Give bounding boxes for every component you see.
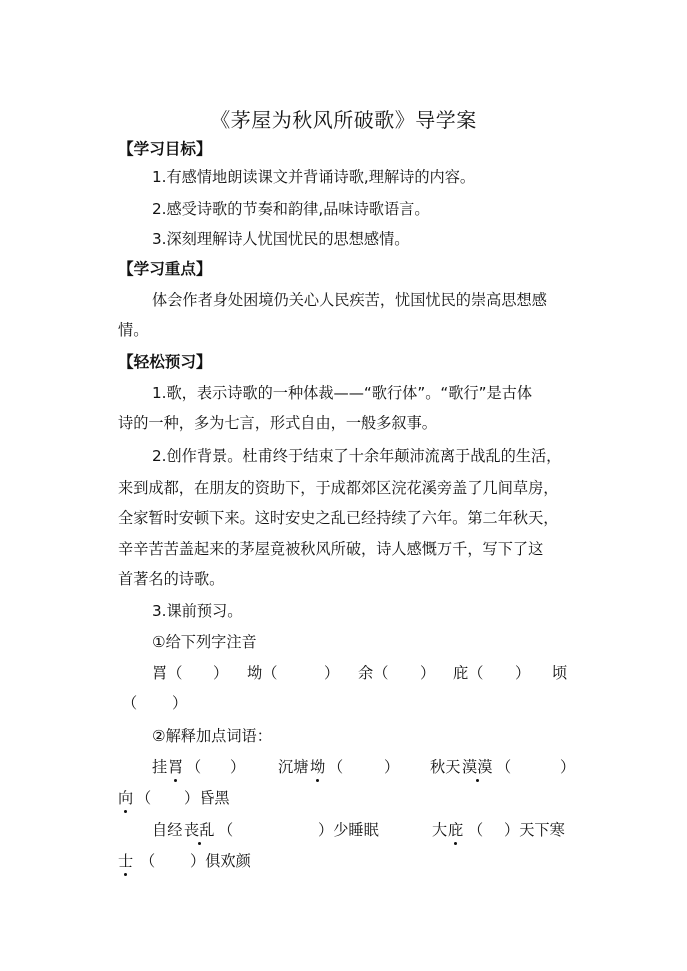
vocab-row-3	[0, 820, 687, 840]
vocab-a-dotted: 罥	[168, 758, 184, 776]
vocab-row-2	[0, 788, 687, 808]
vocab-d-open: （	[136, 789, 152, 807]
vocab-e-prefix: 自经	[152, 821, 183, 839]
vocab-d-close: ）昏黑	[184, 789, 230, 807]
preview-p2-line-4: 辛辛苦苦盖起来的茅屋竟被秋风所破，诗人感慨万千，写下了这	[118, 540, 544, 558]
vocab-row-4	[0, 851, 687, 871]
vocab-g-dotted: 士	[118, 852, 134, 870]
vocab-b-close: ）	[384, 758, 400, 776]
vocab-a-close: ）	[230, 758, 246, 776]
focus-text-line-2: 情。	[118, 321, 149, 339]
vocab-a-prefix: 挂	[152, 758, 168, 776]
vocab-b-dotted: 坳	[310, 758, 326, 776]
vocab-g-open: （	[140, 852, 156, 870]
vocab-b-prefix: 沉塘	[278, 758, 309, 776]
goal-item-2: 2.感受诗歌的节奏和韵律,品味诗歌语言。	[152, 200, 430, 218]
vocab-e-open: （	[218, 821, 234, 839]
goal-item-1: 1.有感情地朗读课文并背诵诗歌,理解诗的内容。	[152, 168, 476, 186]
pinyin-close-1: ）	[213, 664, 229, 682]
vocab-e-close: ）少睡眠	[318, 821, 379, 839]
goal-item-3: 3.深刻理解诗人忧国忧民的思想感情。	[152, 230, 410, 248]
section-heading-goals: 【学习目标】	[118, 140, 212, 158]
pinyin-word-5: 顷	[552, 664, 568, 682]
preview-p2-line-2: 来到成都，在朋友的资助下，于成都郊区浣花溪旁盖了几间草房，	[118, 479, 559, 497]
vocab-f-open: （	[468, 821, 484, 839]
preview-sub2: ②解释加点词语：	[152, 727, 272, 745]
section-heading-preview: 【轻松预习】	[118, 353, 212, 371]
vocab-e-dotted: 丧乱	[184, 821, 215, 839]
pinyin-word-1: 罥（	[152, 664, 183, 682]
preview-p2-line-5: 首著名的诗歌。	[118, 570, 225, 588]
pinyin-word-2: 坳（	[247, 664, 278, 682]
vocab-f-prefix: 大	[432, 821, 448, 839]
vocab-c-dotted: 漠漠	[462, 758, 493, 776]
section-heading-focus: 【学习重点】	[118, 260, 212, 278]
preview-sub1: ①给下列字注音	[152, 633, 257, 651]
vocab-d-dotted: 向	[118, 789, 134, 807]
vocab-f-dotted: 庇	[448, 821, 464, 839]
pinyin-close-6: ）	[172, 694, 188, 712]
vocab-g-close: ）俱欢颜	[190, 852, 251, 870]
pinyin-word-4: 庇（	[453, 664, 484, 682]
preview-p2-line-1: 2.创作背景。杜甫终于结束了十余年颠沛流离于战乱的生活，	[152, 447, 562, 465]
pinyin-close-4: ）	[515, 664, 531, 682]
pinyin-word-6: （	[122, 694, 138, 712]
pinyin-close-2: ）	[324, 664, 340, 682]
pinyin-row-2	[0, 693, 687, 713]
preview-p1-line-1: 1.歌，表示诗歌的一种体裁——“歌行体”。“歌行”是古体	[152, 384, 533, 402]
pinyin-row	[0, 663, 687, 683]
vocab-b-open: （	[328, 758, 344, 776]
pinyin-word-3: 余（	[358, 664, 389, 682]
vocab-c-close: ）	[560, 758, 576, 776]
preview-p1-line-2: 诗的一种，多为七言，形式自由，一般多叙事。	[118, 414, 437, 432]
preview-p2-line-3: 全家暂时安顿下来。这时安史之乱已经持续了六年。第二年秋天，	[118, 509, 559, 527]
document-title: 《茅屋为秋风所破歌》导学案	[210, 108, 477, 132]
vocab-f-close: ）天下寒	[504, 821, 565, 839]
vocab-c-open: （	[496, 758, 512, 776]
pinyin-close-3: ）	[420, 664, 436, 682]
vocab-c-prefix: 秋天	[430, 758, 461, 776]
vocab-a-open: （	[186, 758, 202, 776]
preview-p3: 3.课前预习。	[152, 602, 243, 620]
vocab-row-1	[0, 757, 687, 777]
focus-text-line-1: 体会作者身处困境仍关心人民疾苦，忧国忧民的崇高思想感	[152, 291, 547, 309]
